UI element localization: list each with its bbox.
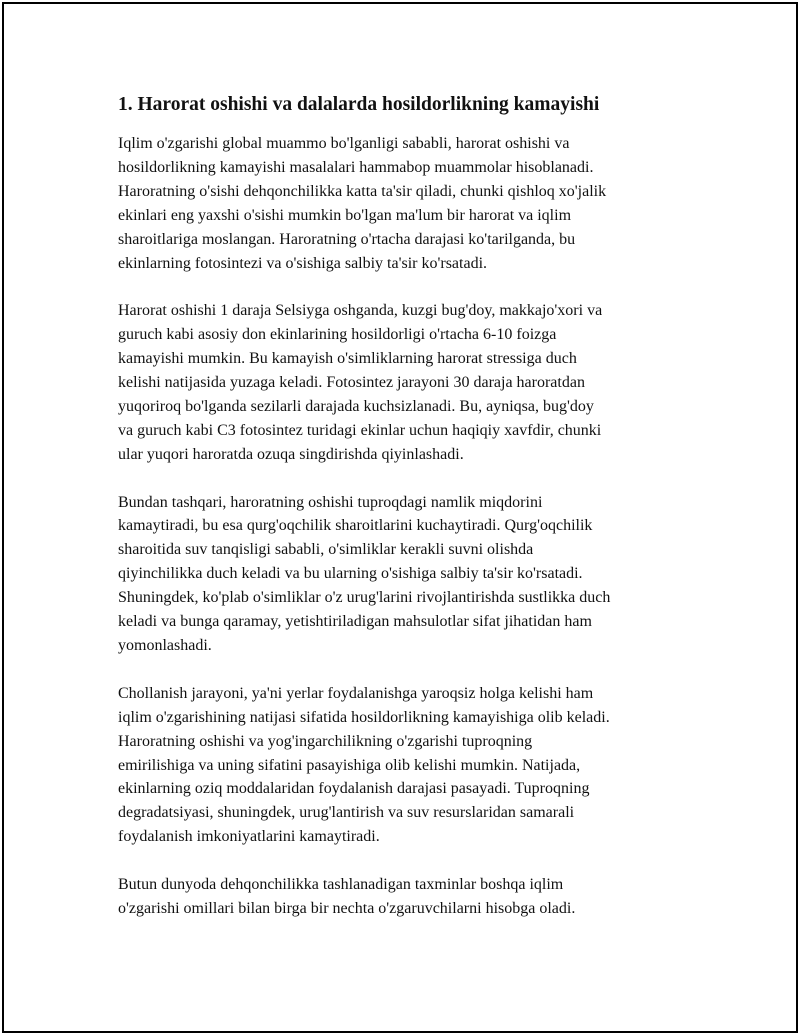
document-body: [118, 92, 698, 945]
section-title: 1. Harorat oshishi va dalalarda hosildorlikning kamayishi: [118, 94, 600, 115]
paragraph-3: Bundan tashqari, haroratning oshishi tuproqdagi namlik miqdorini kamaytiradi, bu esa qurg'oqchilik sharoitlarini kuchaytiradi. Qurg'oqchilik sharoitida suv tanqisligi sababli, o'simliklar kerakli suvni olishda qiyinchilikka duch keladi va bu ularning o'sishiga salbiy ta'sir ko'rsatadi. Shuningdek, ko'plab o'simliklar o'z urug'larini rivojlantirishda sustlikka duch keladi va bunga qaramay, yetishtiriladigan mahsulotlar sifat jihatidan ham yomonlashadi.: [118, 493, 611, 654]
paragraph-1: Iqlim o'zgarishi global muammo bo'lganligi sababli, harorat oshishi va hosildorlikning kamayishi masalalari hammabop muammolar hisoblanadi. Haroratning o'sishi dehqonchilikka katta ta'sir qiladi, chunki qishloq xo'jalik ekinlari eng yaxshi o'sishi mumkin bo'lgan ma'lum bir harorat va iqlim sharoitlariga moslangan. Haroratning o'rtacha darajasi ko'tarilganda, bu ekinlarning fotosintezi va o'sishiga salbiy ta'sir ko'rsatadi.: [118, 135, 607, 272]
paragraph-5: Butun dunyoda dehqonchilikka tashlanadigan taxminlar boshqa iqlim o'zgarishi omillari bilan birga bir nechta o'zgaruvchilarni hisobga oladi.: [118, 876, 576, 917]
paragraph-2: Harorat oshishi 1 daraja Selsiyga oshganda, kuzgi bug'doy, makkajo'xori va guruch kabi asosiy don ekinlarining hosildorligi o'rtacha 6-10 foizga kamayishi mumkin. Bu kamayish o'simliklarning harorat stressiga duch kelishi natijasida yuzaga keladi. Fotosintez jarayoni 30 daraja haroratdan yuqoriroq bo'lganda sezilarli darajada kuchsizlanadi. Bu, ayniqsa, bug'doy va guruch kabi C3 fotosintez turidagi ekinlar uchun haqiqiy xavfdir, chunki ular yuqori haroratda ozuqa singdirishda qiyinlashadi.: [118, 302, 603, 463]
paragraph-4: Chollanish jarayoni, ya'ni yerlar foydalanishga yaroqsiz holga kelishi ham iqlim o'zgarishining natijasi sifatida hosildorlikning kamayishiga olib keladi. Haroratning oshishi va yog'ingarchilikning o'zgarishi tuproqning emirilishiga va uning sifatini pasayishiga olib kelishi mumkin. Natijada, ekinlarning oziq moddalaridan foydalanish darajasi pasayadi. Tuproqning degradatsiyasi, shuningdek, urug'lantirish va suv resurslaridan samarali foydalanish imkoniyatlarini kamaytiradi.: [118, 684, 610, 846]
